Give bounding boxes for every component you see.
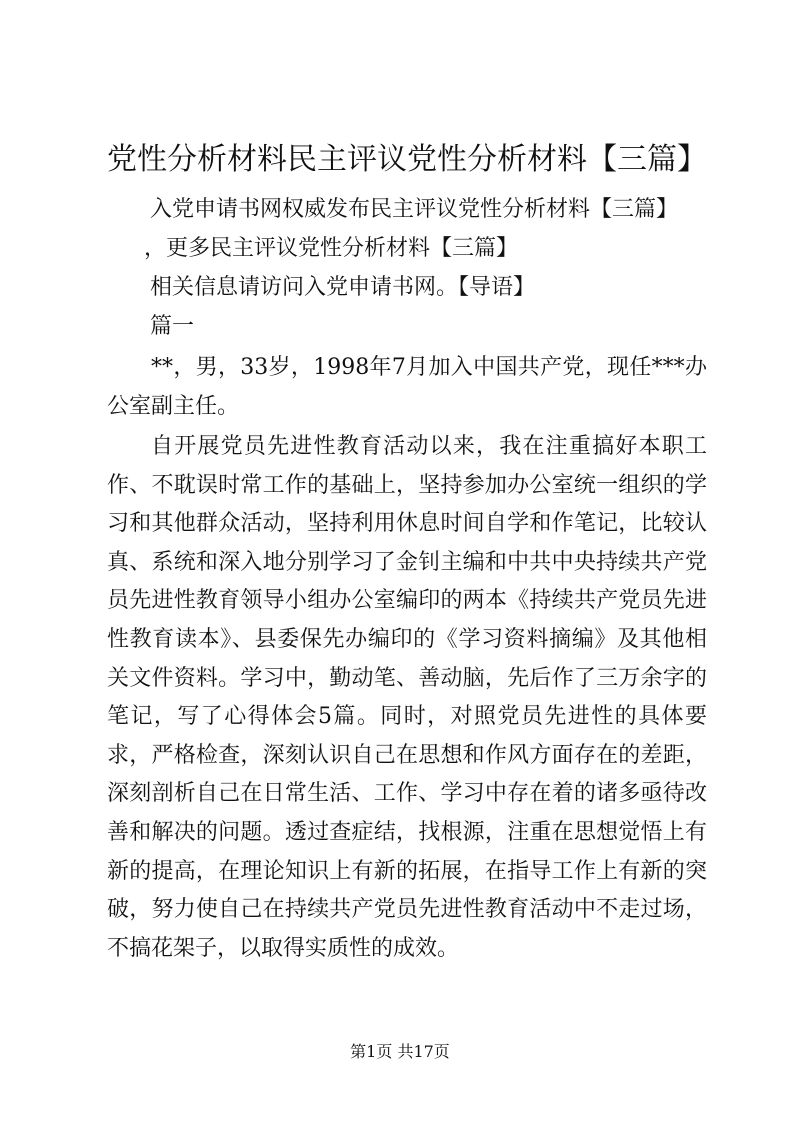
intro-line-1: 入党申请书网权威发布民主评议党性分析材料【三篇】	[150, 197, 679, 222]
document-title: 党性分析材料民主评议党性分析材料【三篇】	[107, 142, 707, 177]
intro-line-2: ，更多民主评议党性分析材料【三篇】	[144, 236, 519, 261]
paragraph-1: **，男，33岁，1998年7月加入中国共产党，现任***办公室副主任。	[107, 355, 707, 419]
intro-line-3: 相关信息请访问入党申请书网。【导语】	[150, 275, 536, 300]
page-footer: 第1页 共17页	[350, 1042, 450, 1061]
section-heading: 篇一	[150, 314, 195, 339]
paragraph-2: 自开展党员先进性教育活动以来，我在注重搞好本职工作、不耽误时常工作的基础上，坚持参加办公室统一组织的学习和其他群众活动，坚持利用休息时间自学和作笔记，比较认真、系统和深入地分别学习了金钊主编和中共中央持续共产党员先进性教育领导小组办公室编印的两本《持续共产党员先进性教育读本》、县委保先办编印的《学习资料摘编》及其他相关文件资料。学习中，勤动笔、善动脑，先后作了三万余字的笔记，写了心得体会5篇。同时，对照党员先进性的具体要求，严格检查，深刻认识自己在思想和作风方面存在的差距，深刻剖析自己在日常生活、工作、学习中存在着的诸多亟待改善和解决的问题。透过查症结，找根源，注重在思想觉悟上有新的提高，在理论知识上有新的拓展，在指导工作上有新的突破，努力使自己在持续共产党员先进性教育活动中不走过场，不搞花架子，以取得实质性的成效。	[107, 434, 707, 961]
